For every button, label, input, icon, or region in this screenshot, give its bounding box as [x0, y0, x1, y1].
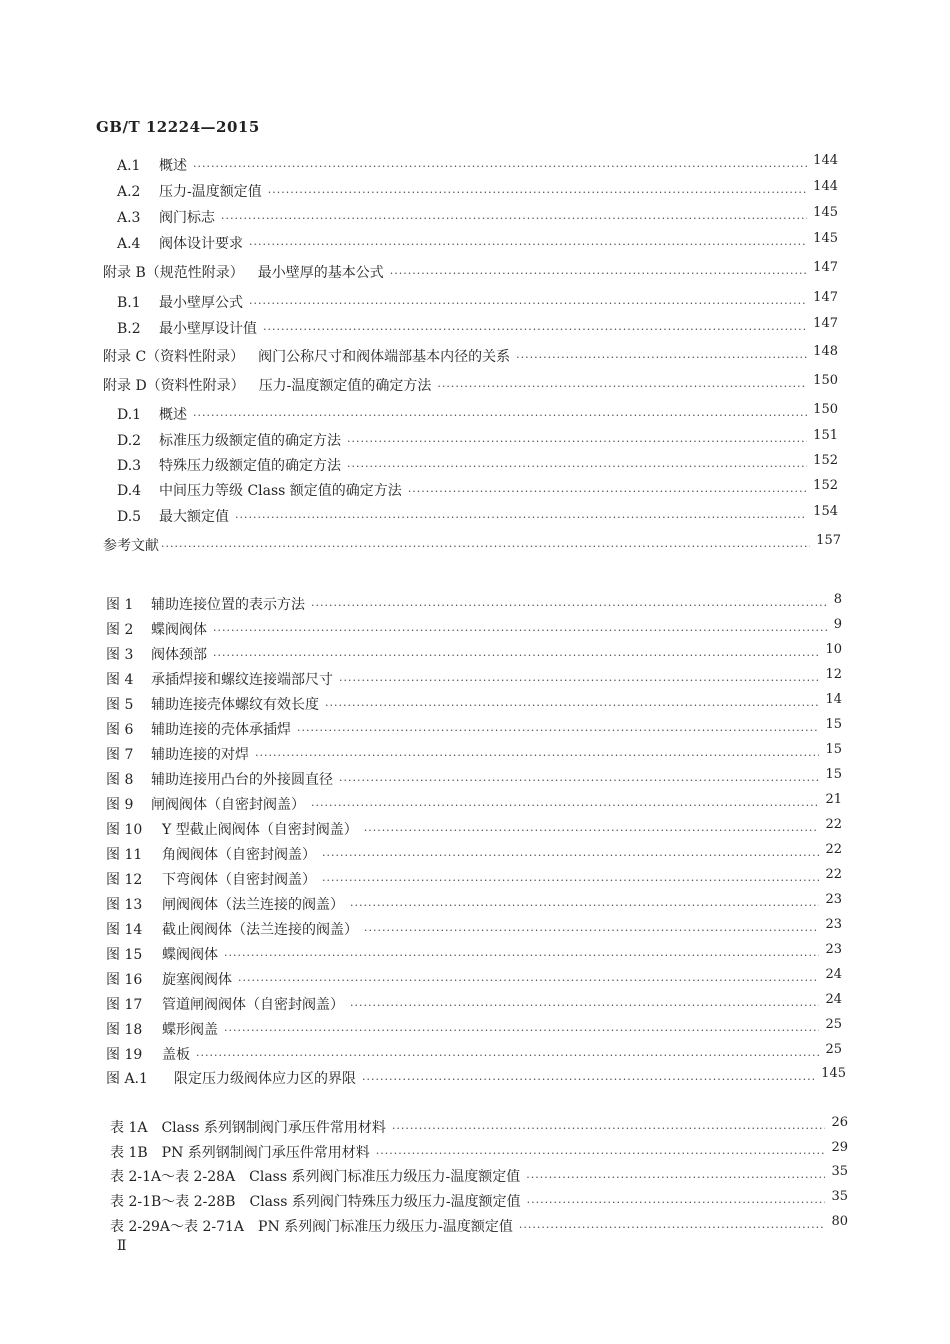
- entry-title: 概述: [159, 158, 187, 174]
- entry-number: A.3: [117, 210, 141, 226]
- figure-number: 图 2: [106, 622, 134, 638]
- toc-entry-appendix[interactable]: [103, 346, 838, 368]
- figure-number: 图 5: [106, 697, 134, 713]
- page-number-footer: Ⅱ: [117, 1238, 127, 1254]
- figure-entry[interactable]: [106, 844, 842, 866]
- figure-entry[interactable]: [106, 919, 842, 941]
- entry-title: 最小壁厚公式: [159, 295, 243, 311]
- figure-title: 闸阀阀体（法兰连接的阀盖）: [162, 897, 344, 913]
- leader-dots: [235, 507, 807, 529]
- figure-title: 蝶形阀盖: [162, 1022, 218, 1038]
- entry-number: D.3: [117, 458, 142, 474]
- entry-title: 最小壁厚的基本公式: [257, 265, 384, 281]
- leader-dots: [255, 745, 819, 767]
- figure-page: 145: [821, 1066, 846, 1081]
- leader-dots: [249, 234, 807, 256]
- table-page: 35: [831, 1164, 848, 1179]
- leader-dots: [362, 1069, 815, 1091]
- figure-number: 图 14: [106, 922, 143, 938]
- figure-number: 图 11: [106, 847, 143, 863]
- leader-dots: [161, 536, 810, 558]
- leader-dots: [322, 870, 819, 892]
- entry-title: 压力-温度额定值的确定方法: [258, 378, 432, 394]
- entry-title: 中间压力等级 Class 额定值的确定方法: [159, 483, 402, 499]
- leader-dots: [213, 620, 828, 642]
- figure-title: 盖板: [162, 1047, 190, 1063]
- figure-number: 图 3: [106, 647, 134, 663]
- entry-page: 150: [813, 402, 838, 417]
- figure-number: 图 1: [106, 597, 134, 613]
- entry-page: 157: [816, 533, 841, 548]
- leader-dots: [390, 263, 807, 285]
- entry-title: 阀体设计要求: [159, 236, 243, 252]
- toc-entry[interactable]: [117, 181, 838, 203]
- figure-entry[interactable]: [106, 694, 842, 716]
- leader-dots: [364, 820, 820, 842]
- entry-page: 147: [813, 290, 838, 305]
- figure-title: 辅助连接壳体螺纹有效长度: [151, 697, 319, 713]
- leader-dots: [516, 347, 807, 369]
- table-page: 35: [831, 1189, 848, 1204]
- entry-title: 压力-温度额定值: [159, 184, 262, 200]
- entry-title: 阀门标志: [159, 210, 215, 226]
- leader-dots: [196, 1045, 819, 1067]
- figure-entry[interactable]: [106, 1044, 842, 1066]
- figure-number: 图 19: [106, 1047, 143, 1063]
- table-title: Class 系列阀门标准压力级压力-温度额定值: [249, 1169, 521, 1185]
- toc-entry[interactable]: [117, 480, 838, 502]
- figure-title: 辅助连接的壳体承插焊: [151, 722, 291, 738]
- toc-entry[interactable]: [117, 155, 838, 177]
- table-entry[interactable]: [110, 1166, 848, 1188]
- table-entry[interactable]: [110, 1191, 848, 1213]
- entry-page: 148: [813, 344, 838, 359]
- figure-number: 图 15: [106, 947, 143, 963]
- entry-number: A.2: [117, 184, 141, 200]
- leader-dots: [364, 920, 819, 942]
- figure-number: 图 8: [106, 772, 134, 788]
- figure-title: 蝶阀阀体: [162, 947, 218, 963]
- leader-dots: [437, 376, 807, 398]
- entry-page: 150: [813, 373, 838, 388]
- toc-entry[interactable]: [117, 404, 838, 426]
- figure-page: 23: [825, 917, 842, 932]
- table-number: 表 1A: [110, 1120, 148, 1136]
- figure-entry[interactable]: [106, 1068, 846, 1090]
- figure-page: 21: [825, 792, 842, 807]
- figure-title: 承插焊接和螺纹连接端部尺寸: [151, 672, 333, 688]
- figure-page: 14: [825, 692, 842, 707]
- entry-number: D.2: [117, 433, 142, 449]
- leader-dots: [322, 845, 819, 867]
- figure-number: 图 16: [106, 972, 143, 988]
- figure-title: 下弯阀体（自密封阀盖）: [162, 872, 316, 888]
- entry-page: 144: [813, 153, 838, 168]
- table-number: 表 2-29A～表 2-71A: [110, 1219, 245, 1235]
- entry-title: 最大额定值: [159, 509, 229, 525]
- figure-title: Y 型截止阀阀体（自密封阀盖）: [162, 822, 358, 838]
- entry-title: 最小壁厚设计值: [159, 321, 257, 337]
- leader-dots: [268, 182, 807, 204]
- figure-page: 23: [825, 892, 842, 907]
- figure-page: 24: [825, 967, 842, 982]
- table-title: Class 系列阀门特殊压力级压力-温度额定值: [249, 1194, 521, 1210]
- leader-dots: [526, 1167, 825, 1189]
- leader-dots: [376, 1143, 826, 1165]
- leader-dots: [527, 1192, 826, 1214]
- figure-entry[interactable]: [106, 869, 842, 891]
- entry-number: A.1: [117, 158, 141, 174]
- figure-title: 辅助连接用凸台的外接圆直径: [151, 772, 333, 788]
- figure-number: 图 17: [106, 997, 143, 1013]
- table-number: 表 2-1A～表 2-28A: [110, 1169, 236, 1185]
- leader-dots: [221, 208, 807, 230]
- toc-entry[interactable]: [117, 506, 838, 528]
- figure-number: 图 4: [106, 672, 134, 688]
- toc-entry[interactable]: [117, 455, 838, 477]
- entry-page: 147: [813, 260, 838, 275]
- entry-number: B.2: [117, 321, 141, 337]
- leader-dots: [311, 595, 828, 617]
- figure-title: 辅助连接的对焊: [151, 747, 249, 763]
- entry-number: 附录 C（资料性附录）: [103, 349, 245, 365]
- figure-title: 管道闸阀阀体（自密封阀盖）: [162, 997, 344, 1013]
- figure-title: 角阀阀体（自密封阀盖）: [162, 847, 316, 863]
- figure-page: 23: [825, 942, 842, 957]
- table-title: Class 系列钢制阀门承压件常用材料: [161, 1120, 386, 1136]
- figure-number: 图 13: [106, 897, 143, 913]
- toc-entry-references[interactable]: [103, 535, 841, 557]
- table-number: 表 2-1B～表 2-28B: [110, 1194, 236, 1210]
- figure-number: 图 18: [106, 1022, 143, 1038]
- leader-dots: [263, 319, 807, 341]
- toc-entry[interactable]: [117, 207, 838, 229]
- figure-title: 辅助连接位置的表示方法: [151, 597, 305, 613]
- figure-page: 22: [825, 842, 842, 857]
- table-page: 80: [831, 1214, 848, 1229]
- entry-page: 145: [813, 205, 838, 220]
- figure-page: 15: [825, 767, 842, 782]
- entry-title: 阀门公称尺寸和阀体端部基本内径的关系: [258, 349, 511, 365]
- toc-entry[interactable]: [117, 318, 838, 340]
- figure-entry[interactable]: [106, 994, 842, 1016]
- toc-entry-appendix[interactable]: [103, 375, 838, 397]
- table-title: PN 系列钢制阀门承压件常用材料: [161, 1145, 370, 1161]
- leader-dots: [350, 995, 819, 1017]
- figure-entry[interactable]: [106, 669, 842, 691]
- figure-number: 图 7: [106, 747, 134, 763]
- table-page: 29: [831, 1140, 848, 1155]
- entry-number: 附录 B（规范性附录）: [103, 265, 244, 281]
- figure-entry[interactable]: [106, 894, 842, 916]
- leader-dots: [224, 945, 819, 967]
- leader-dots: [238, 970, 819, 992]
- figure-title: 限定压力级阀体应力区的界限: [174, 1071, 356, 1087]
- table-number: 表 1B: [110, 1145, 148, 1161]
- entry-page: 152: [813, 453, 838, 468]
- leader-dots: [350, 895, 819, 917]
- entry-number: B.1: [117, 295, 141, 311]
- figure-page: 10: [825, 642, 842, 657]
- figure-page: 24: [825, 992, 842, 1007]
- figure-entry[interactable]: [106, 594, 842, 616]
- leader-dots: [519, 1217, 826, 1239]
- figure-title: 阀体颈部: [151, 647, 207, 663]
- entry-title: 特殊压力级额定值的确定方法: [159, 458, 341, 474]
- figure-page: 25: [825, 1042, 842, 1057]
- figure-number: 图 12: [106, 872, 143, 888]
- leader-dots: [347, 431, 807, 453]
- entry-number: A.4: [117, 236, 141, 252]
- leader-dots: [297, 720, 819, 742]
- figure-entry[interactable]: [106, 769, 842, 791]
- figure-entry[interactable]: [106, 969, 842, 991]
- leader-dots: [339, 770, 819, 792]
- table-entry[interactable]: [110, 1117, 848, 1139]
- table-entry[interactable]: [110, 1142, 848, 1164]
- leader-dots: [193, 405, 807, 427]
- document-id-header: GB/T 12224—2015: [96, 118, 260, 136]
- entry-title: 参考文献: [103, 538, 159, 554]
- entry-page: 152: [813, 478, 838, 493]
- figure-number: 图 10: [106, 822, 143, 838]
- table-title: PN 系列阀门标准压力级压力-温度额定值: [258, 1219, 513, 1235]
- figure-title: 蝶阀阀体: [151, 622, 207, 638]
- figure-page: 12: [825, 667, 842, 682]
- leader-dots: [408, 481, 807, 503]
- figure-entry[interactable]: [106, 619, 842, 641]
- entry-page: 144: [813, 179, 838, 194]
- figure-page: 9: [833, 617, 842, 632]
- figure-page: 25: [825, 1017, 842, 1032]
- toc-entry[interactable]: [117, 233, 838, 255]
- table-entry[interactable]: [110, 1216, 848, 1238]
- entry-number: D.5: [117, 509, 142, 525]
- entry-title: 标准压力级额定值的确定方法: [159, 433, 341, 449]
- entry-number: D.4: [117, 483, 142, 499]
- figure-entry[interactable]: [106, 794, 842, 816]
- entry-page: 154: [813, 504, 838, 519]
- entry-page: 147: [813, 316, 838, 331]
- figure-title: 旋塞阀阀体: [162, 972, 232, 988]
- figure-page: 22: [825, 867, 842, 882]
- leader-dots: [347, 456, 807, 478]
- figure-entry[interactable]: [106, 744, 842, 766]
- figure-title: 闸阀阀体（自密封阀盖）: [151, 797, 305, 813]
- figure-page: 8: [833, 592, 842, 607]
- leader-dots: [339, 670, 819, 692]
- entry-page: 151: [813, 428, 838, 443]
- toc-entry-appendix[interactable]: [103, 262, 838, 284]
- entry-number: 附录 D（资料性附录）: [103, 378, 245, 394]
- entry-title: 概述: [159, 407, 187, 423]
- figure-entry[interactable]: [106, 644, 842, 666]
- entry-page: 145: [813, 231, 838, 246]
- toc-entry[interactable]: [117, 292, 838, 314]
- leader-dots: [193, 156, 807, 178]
- leader-dots: [325, 695, 819, 717]
- figure-number: 图 A.1: [106, 1071, 148, 1087]
- leader-dots: [392, 1118, 826, 1140]
- figure-page: 15: [825, 717, 842, 732]
- figure-entry[interactable]: [106, 819, 842, 841]
- figure-entry[interactable]: [106, 944, 842, 966]
- leader-dots: [249, 293, 807, 315]
- leader-dots: [311, 795, 819, 817]
- entry-number: D.1: [117, 407, 142, 423]
- figure-entry[interactable]: [106, 1019, 842, 1041]
- toc-entry[interactable]: [117, 430, 838, 452]
- leader-dots: [224, 1020, 819, 1042]
- leader-dots: [213, 645, 819, 667]
- figure-title: 截止阀阀体（法兰连接的阀盖）: [162, 922, 358, 938]
- figure-page: 22: [825, 817, 842, 832]
- figure-number: 图 9: [106, 797, 134, 813]
- figure-page: 15: [825, 742, 842, 757]
- table-page: 26: [831, 1115, 848, 1130]
- figure-entry[interactable]: [106, 719, 842, 741]
- figure-number: 图 6: [106, 722, 134, 738]
